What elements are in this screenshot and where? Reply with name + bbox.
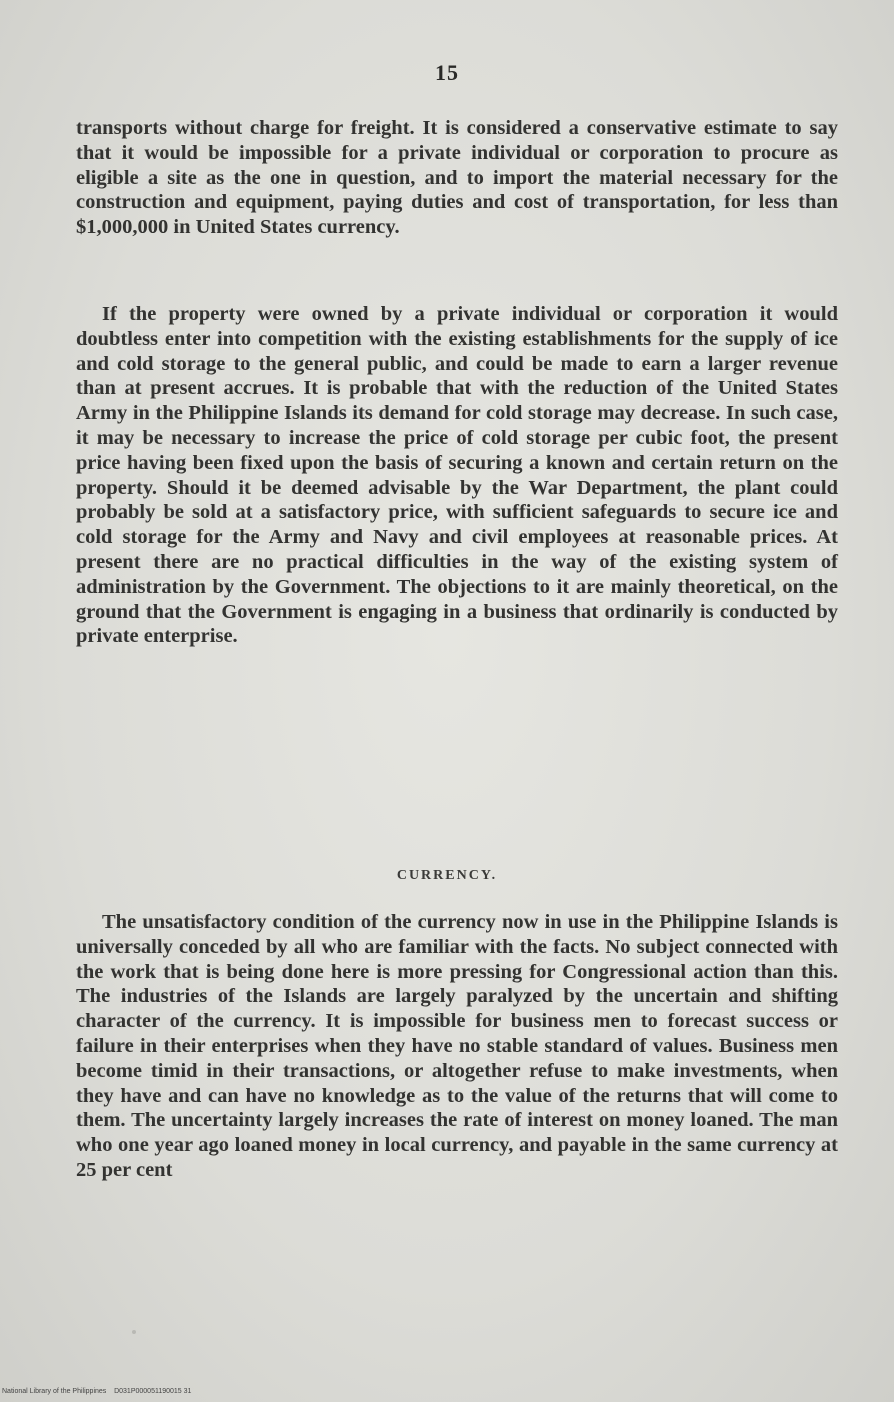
paragraph-text: The unsatisfactory condition of the currency now in use in the Philippine Islands is universally conceded by all who are familiar with the facts. No subject connected with the work that is being done here is more pressing for Congressional action than this. The industries of the Islands are largely paralyzed by the uncertain and shifting character of the currency. It is impossible for business men to forecast success or failure in their enterprises when they have no stable standard of values. Business men become timid in their transactions, or altogether refuse to make investments, when they have and can have no knowledge as to the value of the returns that will come to them. The uncertainty largely increases the rate of interest on money loaned. The man who one year ago loaned money in local currency, and payable in the same currency at 25 per cent — [76, 911, 838, 1181]
scan-footer — [2, 1388, 191, 1395]
paragraph-property — [76, 302, 838, 649]
page-number: 15 — [435, 60, 459, 85]
paper-speck — [132, 1330, 136, 1334]
footer-library: National Library of the Philippines — [2, 1388, 107, 1395]
paragraph-text: transports without charge for freight. It is considered a conservative estimate to say that it would be impossible for a private individual or corporation to procure as eligible a site as the one in question, and to import the material necessary for the construction and equipment, paying duties and cost of transportation, for less than $1,000,000 in United States currency. — [76, 117, 838, 239]
paragraph-continuation — [76, 116, 838, 240]
footer-code: D031P000051190015 31 — [114, 1388, 192, 1395]
paragraph-currency — [76, 910, 838, 1183]
paragraph-text: If the property were owned by a private individual or corporation it would doubtless enter into competition with the existing establishments for the supply of ice and cold storage to the general public, and could be made to earn a larger revenue than at present accrues. It is probable that with the reduction of the United States Army in the Philippine Islands its demand for cold storage may decrease. In such case, it may be necessary to increase the price of cold storage per cubic foot, the present price having been fixed upon the basis of securing a known and certain return on the property. Should it be deemed advisable by the War Department, the plant could probably be sold at a satisfactory price, with sufficient safeguards to secure ice and cold storage for the Army and Navy and civil employees at reasonable prices. At present there are no practical difficulties in the way of the existing system of administration by the Government. The objections to it are mainly theoretical, on the ground that the Government is engaging in a business that ordinarily is conducted by private enterprise. — [76, 303, 838, 648]
section-heading: CURRENCY. — [396, 868, 498, 883]
